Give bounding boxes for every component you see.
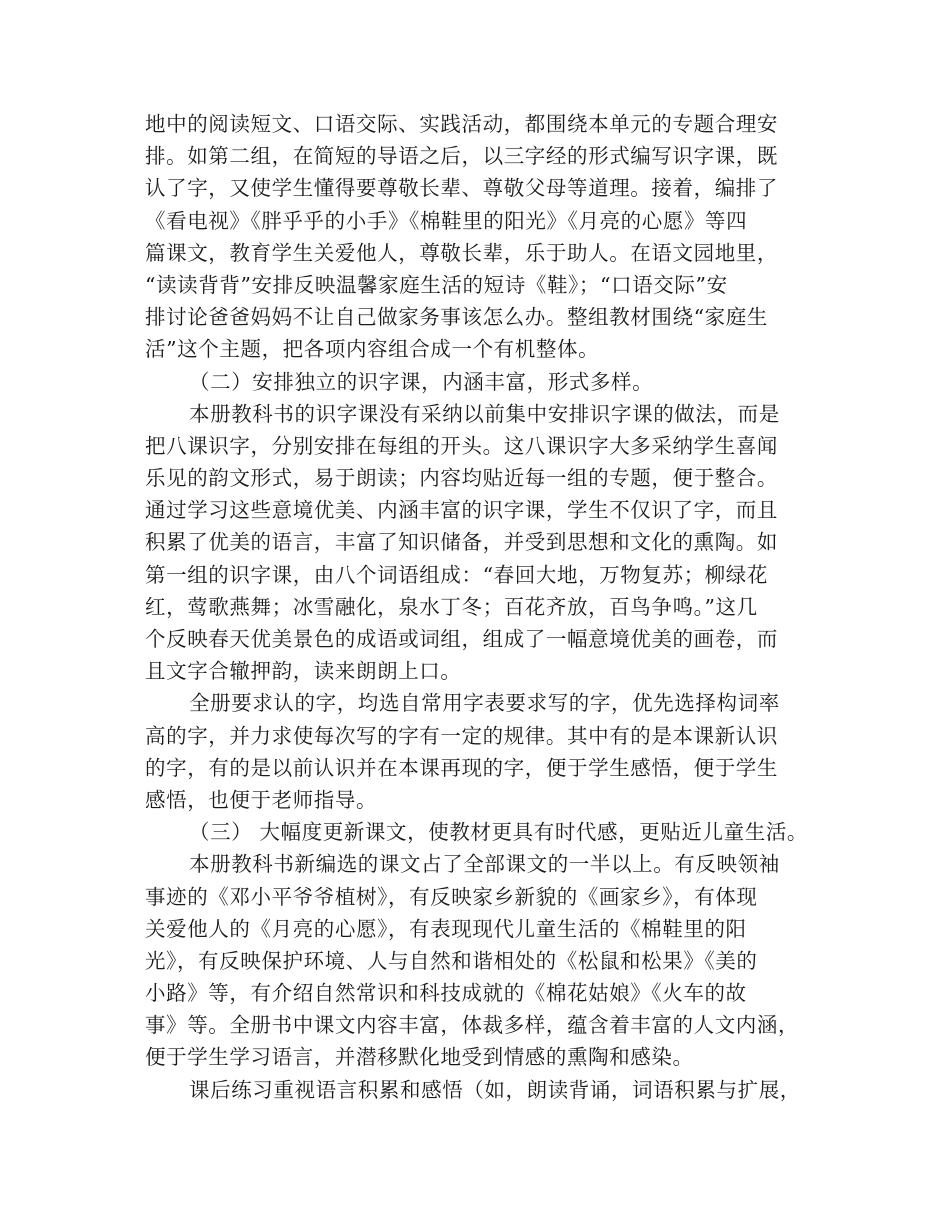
body-text [145, 108, 825, 1106]
text-line: 本册教科书新编选的课文占了全部课文的一半以上。有反映领袖 [189, 852, 780, 877]
text-line: 感悟，也便于老师指导。 [145, 787, 378, 812]
text-line: 本册教科书的识字课没有采纳以前集中安排识字课的做法，而是 [189, 401, 780, 426]
text-line: 事》等。全册书中课文内容丰富，体裁多样，蕴含着丰富的人文内涵， [145, 1013, 800, 1038]
text-line: 全册要求认的字，均选自常用字表要求写的字，优先选择构词率 [189, 691, 780, 716]
text-line: 高的字，并力求使每次写的字有一定的规律。其中有的是本课新认识 [145, 723, 778, 748]
text-line: 光》，有反映保护环境、人与自然和谐相处的《松鼠和松果》《美的 [145, 948, 758, 973]
text-line: 排。如第二组，在简短的导语之后，以三字经的形式编写识字课，既 [145, 144, 778, 169]
text-line: 课后练习重视语言积累和感悟（如，朗读背诵，词语积累与扩展， [189, 1077, 801, 1102]
text-line: 篇课文，教育学生关爱他人，尊敬长辈，乐于助人。在语文园地里， [145, 240, 778, 265]
text-line: 第一组的识字课，由八个词语组成：“春回大地，万物复苏；柳绿花 [145, 562, 768, 587]
text-line: （三） 大幅度更新课文，使教材更具有时代感，更贴近儿童生活。 [189, 820, 809, 845]
text-line: 红，莺歌燕舞；冰雪融化，泉水丁冬；百花齐放，百鸟争鸣。”这几 [145, 594, 758, 619]
text-line: 的字，有的是以前认识并在本课再现的字，便于学生感悟，便于学生 [145, 755, 778, 780]
text-line: （二）安排独立的识字课，内涵丰富，形式多样。 [189, 369, 654, 394]
text-line: 认了字，又使学生懂得要尊敬长辈、尊敬父母等道理。接着，编排了 [145, 176, 778, 201]
text-line: 关爱他人的《月亮的心愿》，有表现现代儿童生活的《棉鞋里的阳 [145, 916, 747, 941]
text-line: 积累了优美的语言，丰富了知识储备，并受到思想和文化的熏陶。如 [145, 530, 778, 555]
text-line: 《看电视》《胖乎乎的小手》《棉鞋里的阳光》《月亮的心愿》等四 [145, 208, 748, 233]
text-line: 乐见的韵文形式，易于朗读；内容均贴近每一组的专题，便于整合。 [145, 466, 778, 491]
text-line: 排讨论爸爸妈妈不让自己做家务事该怎么办。整组教材围绕“家庭生 [145, 305, 768, 330]
text-line: 便于学生学习语言，并潜移默化地受到情感的熏陶和感染。 [145, 1045, 694, 1070]
text-line: 个反映春天优美景色的成语或词组，组成了一幅意境优美的画卷，而 [145, 627, 778, 651]
text-line: 活”这个主题，把各项内容组合成一个有机整体。 [145, 337, 600, 362]
text-line: 且文字合辙押韵，读来朗朗上口。 [145, 659, 462, 684]
text-line: “读读背背”安排反映温馨家庭生活的短诗《鞋》；“口语交际”安 [145, 272, 728, 297]
text-line: 把八课识字，分别安排在每组的开头。这八课识字大多采纳学生喜闻 [145, 433, 778, 458]
text-line: 通过学习这些意境优美、内涵丰富的识字课，学生不仅识了字，而且 [145, 498, 778, 523]
text-line: 地中的阅读短文、口语交际、实践活动，都围绕本单元的专题合理安 [145, 112, 778, 136]
text-line: 事迹的《邓小平爷爷植树》，有反映家乡新貌的《画家乡》，有体现 [145, 884, 758, 909]
text-line: 小路》等，有介绍自然常识和科技成就的《棉花姑娘》《火车的故 [145, 981, 747, 1006]
